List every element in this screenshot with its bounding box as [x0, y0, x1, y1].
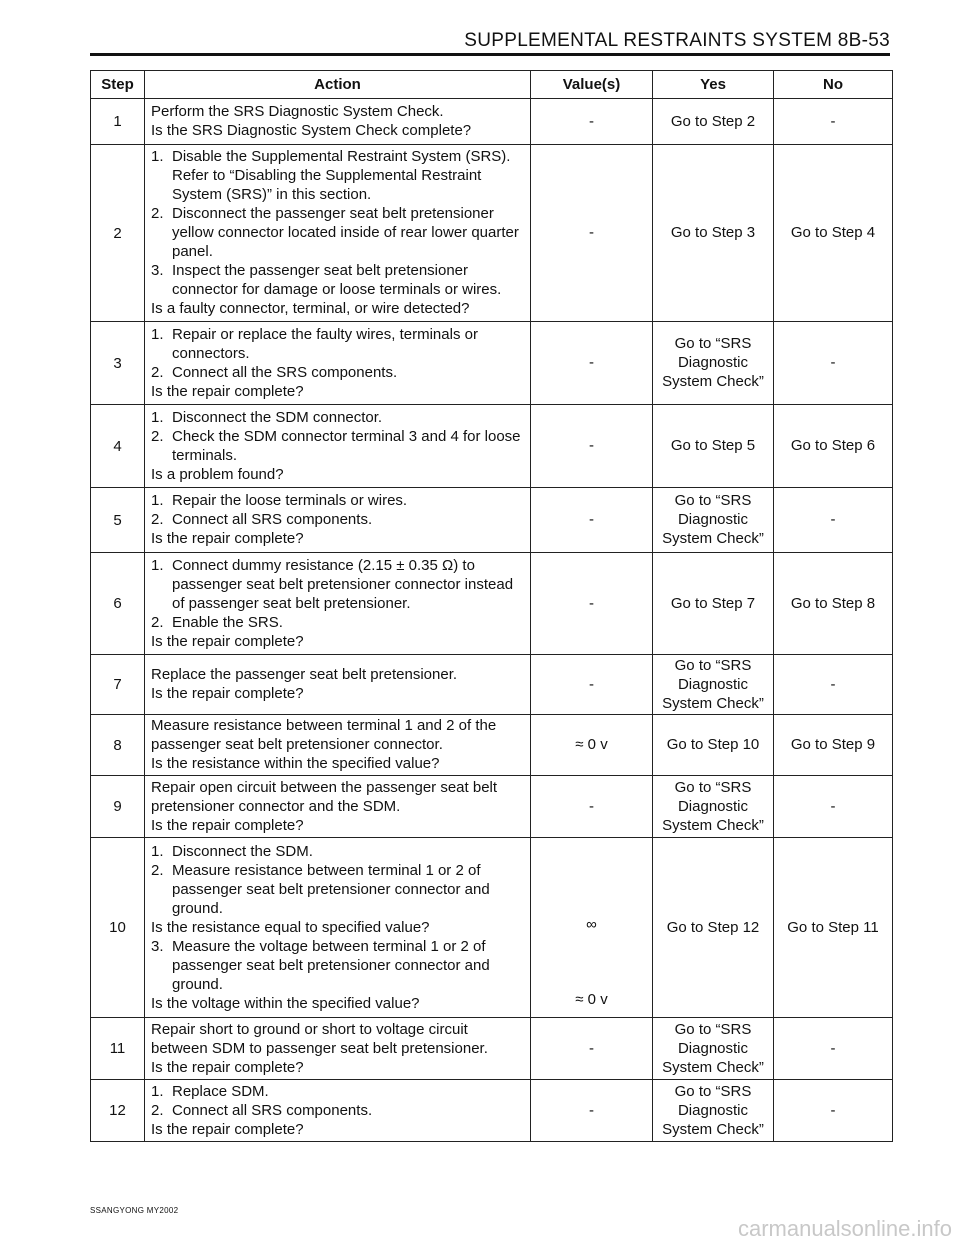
no-cell	[774, 1018, 893, 1080]
action-line: Repair short to ground or short to voltage circuit between SDM to passenger seat belt pretensioner.	[151, 1020, 488, 1057]
action-cell	[145, 553, 531, 655]
action-cell	[145, 1018, 531, 1080]
list-number: 1.	[151, 1082, 164, 1100]
action-cell	[145, 405, 531, 488]
list-number: 2.	[151, 1101, 164, 1119]
list-number: 2.	[151, 613, 164, 631]
no-line: -	[830, 354, 836, 371]
step-number: 9	[91, 776, 145, 838]
table-row	[91, 145, 893, 322]
no-cell	[774, 99, 893, 145]
value-line: -	[589, 354, 594, 371]
action-list-item	[151, 325, 524, 363]
yes-line: Go to Step 2	[670, 112, 756, 130]
action-list-item	[151, 842, 524, 861]
list-text: Replace SDM.	[172, 1082, 269, 1100]
no-cell	[774, 655, 893, 715]
yes-line: System Check”	[662, 1058, 764, 1076]
no-cell	[774, 776, 893, 838]
step-number: 4	[91, 405, 145, 488]
action-list-item	[151, 204, 524, 261]
yes-line: Diagnostic	[677, 1039, 749, 1057]
no-cell	[774, 838, 893, 1018]
action-list-item	[151, 147, 524, 204]
list-text: Measure resistance between terminal 1 or 2 of passenger seat belt pretensioner connector and ground.	[172, 861, 490, 917]
no-line: -	[830, 675, 836, 693]
header-values: Value(s)	[531, 71, 653, 99]
list-number: 1.	[151, 842, 164, 860]
value-cell	[531, 715, 653, 776]
page-title: SUPPLEMENTAL RESTRAINTS SYSTEM 8B-53	[464, 30, 890, 51]
value-line: -	[589, 675, 594, 693]
list-number: 1.	[151, 492, 164, 509]
value-line: -	[589, 594, 594, 612]
yes-line: System Check”	[662, 694, 764, 712]
value-cell	[531, 405, 653, 488]
action-line: Perform the SRS Diagnostic System Check.	[151, 103, 444, 120]
action-cell	[145, 655, 531, 715]
yes-line: Go to “SRS	[674, 656, 752, 674]
no-line: -	[830, 1039, 836, 1057]
step-number: 10	[91, 838, 145, 1018]
action-list-item	[151, 427, 524, 465]
action-line: Is a faulty connector, terminal, or wire detected?	[151, 300, 470, 317]
step-number: 11	[91, 1018, 145, 1080]
list-text: Disconnect the passenger seat belt pretensioner yellow connector located inside of rear lower quarter panel.	[172, 205, 519, 260]
yes-line: System Check”	[662, 816, 764, 834]
list-text: Connect all the SRS components.	[172, 363, 398, 381]
table-row	[91, 655, 893, 715]
yes-line: Go to “SRS	[674, 1082, 752, 1100]
action-cell	[145, 488, 531, 553]
list-number: 3.	[151, 937, 164, 955]
yes-cell	[653, 145, 774, 322]
action-line: Replace the passenger seat belt pretensioner.	[151, 666, 458, 683]
value-line: -	[589, 112, 594, 130]
yes-line: Diagnostic	[677, 1101, 749, 1119]
action-line: Repair open circuit between the passenger seat belt pretensioner connector and the SDM.	[151, 778, 498, 815]
list-number: 1.	[151, 556, 164, 574]
yes-line: Diagnostic	[677, 354, 749, 371]
value-cell	[531, 655, 653, 715]
value-line: -	[589, 437, 594, 454]
action-line: Is the repair complete?	[151, 530, 304, 547]
no-line: -	[830, 511, 836, 528]
value-cell	[531, 1080, 653, 1142]
list-number: 3.	[151, 262, 164, 279]
list-text: Repair or replace the faulty wires, terminals or connectors.	[172, 325, 478, 362]
action-line: Is the SRS Diagnostic System Check complete?	[151, 122, 472, 139]
header-step: Step	[91, 71, 145, 99]
table-row	[91, 405, 893, 488]
step-number: 12	[91, 1080, 145, 1142]
yes-cell	[653, 553, 774, 655]
yes-line: Go to Step 10	[666, 736, 760, 753]
list-number: 2.	[151, 363, 164, 381]
value-line: -	[589, 1101, 594, 1119]
action-line: Is the repair complete?	[151, 816, 304, 834]
header-action: Action	[145, 71, 531, 99]
step-number: 8	[91, 715, 145, 776]
value-line: ≈ 0 v	[575, 991, 608, 1008]
watermark: carmanualsonline.info	[737, 1216, 952, 1241]
action-list-item	[151, 363, 524, 382]
yes-cell	[653, 1018, 774, 1080]
no-cell	[774, 145, 893, 322]
no-cell	[774, 715, 893, 776]
list-text: Repair the loose terminals or wires.	[172, 492, 408, 509]
yes-line: Go to “SRS	[674, 335, 752, 352]
yes-cell	[653, 1080, 774, 1142]
list-text: Inspect the passenger seat belt pretensioner connector for damage or loose terminals or wires.	[172, 262, 502, 298]
action-list-item	[151, 491, 524, 510]
table-row	[91, 553, 893, 655]
yes-cell	[653, 488, 774, 553]
value-line: -	[589, 224, 594, 241]
yes-line: Go to Step 5	[670, 437, 756, 454]
yes-line: System Check”	[662, 373, 764, 390]
action-line: Is the repair complete?	[151, 685, 304, 702]
no-cell	[774, 322, 893, 405]
action-list-item	[151, 1101, 524, 1120]
list-number: 1.	[151, 325, 164, 343]
list-text: Disconnect the SDM.	[172, 842, 313, 860]
value-cell	[531, 488, 653, 553]
action-list-item	[151, 613, 524, 632]
list-text: Connect all SRS components.	[172, 511, 373, 528]
action-line: Is the repair complete?	[151, 1058, 304, 1076]
yes-line: Diagnostic	[677, 511, 749, 528]
action-list-item	[151, 1082, 524, 1101]
footer-text: SSANGYONG MY2002	[90, 1206, 179, 1215]
action-list-item	[151, 861, 524, 918]
step-number: 5	[91, 488, 145, 553]
list-text: Disable the Supplemental Restraint System (SRS). Refer to “Disabling the Supplemental Restraint System (SRS)” in this section.	[172, 148, 511, 203]
header-yes: Yes	[653, 71, 774, 99]
value-line: ∞	[586, 916, 597, 933]
yes-line: Diagnostic	[677, 797, 749, 815]
yes-cell	[653, 405, 774, 488]
list-number: 2.	[151, 427, 164, 445]
step-number: 1	[91, 99, 145, 145]
yes-line: System Check”	[662, 530, 764, 547]
no-cell	[774, 488, 893, 553]
no-line: Go to Step 9	[790, 736, 876, 753]
no-line: -	[830, 112, 836, 130]
value-line: -	[589, 797, 594, 815]
value-cell	[531, 838, 653, 1018]
action-line: Is the voltage within the specified value?	[151, 994, 420, 1012]
step-number: 6	[91, 553, 145, 655]
list-text: Measure the voltage between terminal 1 or 2 of passenger seat belt pretensioner connector and ground.	[172, 937, 490, 993]
list-text: Connect all SRS components.	[172, 1101, 373, 1119]
action-list-item	[151, 556, 524, 613]
no-cell	[774, 553, 893, 655]
action-list-item	[151, 937, 524, 994]
yes-cell	[653, 838, 774, 1018]
value-line: -	[589, 511, 594, 528]
list-number: 2.	[151, 861, 164, 879]
action-cell	[145, 776, 531, 838]
value-cell	[531, 776, 653, 838]
action-line: Is the resistance equal to specified value?	[151, 918, 430, 936]
action-cell	[145, 715, 531, 776]
yes-cell	[653, 655, 774, 715]
yes-line: Go to “SRS	[674, 492, 752, 509]
no-line: Go to Step 8	[790, 594, 876, 612]
list-text: Check the SDM connector terminal 3 and 4 for loose terminals.	[172, 427, 521, 464]
step-number: 3	[91, 322, 145, 405]
no-line: Go to Step 4	[790, 224, 876, 241]
table-header-row	[91, 71, 893, 99]
yes-line: System Check”	[662, 1120, 764, 1138]
no-line: -	[830, 797, 836, 815]
action-cell	[145, 1080, 531, 1142]
value-cell	[531, 553, 653, 655]
list-number: 1.	[151, 408, 164, 426]
value-line: ≈ 0 v	[575, 736, 608, 753]
step-number: 2	[91, 145, 145, 322]
no-cell	[774, 1080, 893, 1142]
action-list-item	[151, 510, 524, 529]
action-line: Is the resistance within the specified value?	[151, 755, 440, 772]
diagnostic-table	[90, 70, 893, 1142]
table-row	[91, 776, 893, 838]
table-row	[91, 322, 893, 405]
yes-line: Diagnostic	[677, 675, 749, 693]
table-row	[91, 1080, 893, 1142]
table-row	[91, 715, 893, 776]
action-line: Measure resistance between terminal 1 and 2 of the passenger seat belt pretensioner connector.	[151, 717, 497, 753]
yes-cell	[653, 99, 774, 145]
step-number: 7	[91, 655, 145, 715]
list-number: 1.	[151, 148, 164, 165]
header-no: No	[774, 71, 893, 99]
action-cell	[145, 99, 531, 145]
action-line: Is the repair complete?	[151, 632, 304, 650]
yes-line: Go to “SRS	[674, 1020, 752, 1038]
table-row	[91, 838, 893, 1018]
action-list-item	[151, 261, 524, 299]
yes-cell	[653, 322, 774, 405]
action-list-item	[151, 408, 524, 427]
yes-line: Go to “SRS	[674, 778, 752, 796]
action-cell	[145, 322, 531, 405]
header-rule	[90, 53, 890, 56]
no-line: Go to Step 11	[787, 918, 879, 936]
table-body	[91, 99, 893, 1142]
value-cell	[531, 99, 653, 145]
action-line: Is a problem found?	[151, 465, 284, 483]
yes-cell	[653, 715, 774, 776]
list-text: Connect dummy resistance (2.15 ± 0.35 Ω) to passenger seat belt pretensioner connector instead of passenger seat belt pretensioner.	[172, 556, 514, 612]
no-line: -	[830, 1101, 836, 1119]
list-text: Enable the SRS.	[172, 613, 283, 631]
list-number: 2.	[151, 511, 164, 528]
action-line: Is the repair complete?	[151, 382, 304, 400]
value-cell	[531, 322, 653, 405]
no-line: Go to Step 6	[790, 437, 876, 454]
action-cell	[145, 145, 531, 322]
table-row	[91, 99, 893, 145]
yes-line: Go to Step 12	[666, 918, 760, 936]
value-line: -	[589, 1039, 594, 1057]
action-line: Is the repair complete?	[151, 1120, 304, 1138]
value-cell	[531, 1018, 653, 1080]
list-number: 2.	[151, 205, 164, 222]
table-row	[91, 488, 893, 553]
yes-line: Go to Step 3	[670, 224, 756, 241]
list-text: Disconnect the SDM connector.	[172, 408, 383, 426]
no-cell	[774, 405, 893, 488]
action-cell	[145, 838, 531, 1018]
table-row	[91, 1018, 893, 1080]
yes-cell	[653, 776, 774, 838]
yes-line: Go to Step 7	[670, 594, 756, 612]
value-cell	[531, 145, 653, 322]
